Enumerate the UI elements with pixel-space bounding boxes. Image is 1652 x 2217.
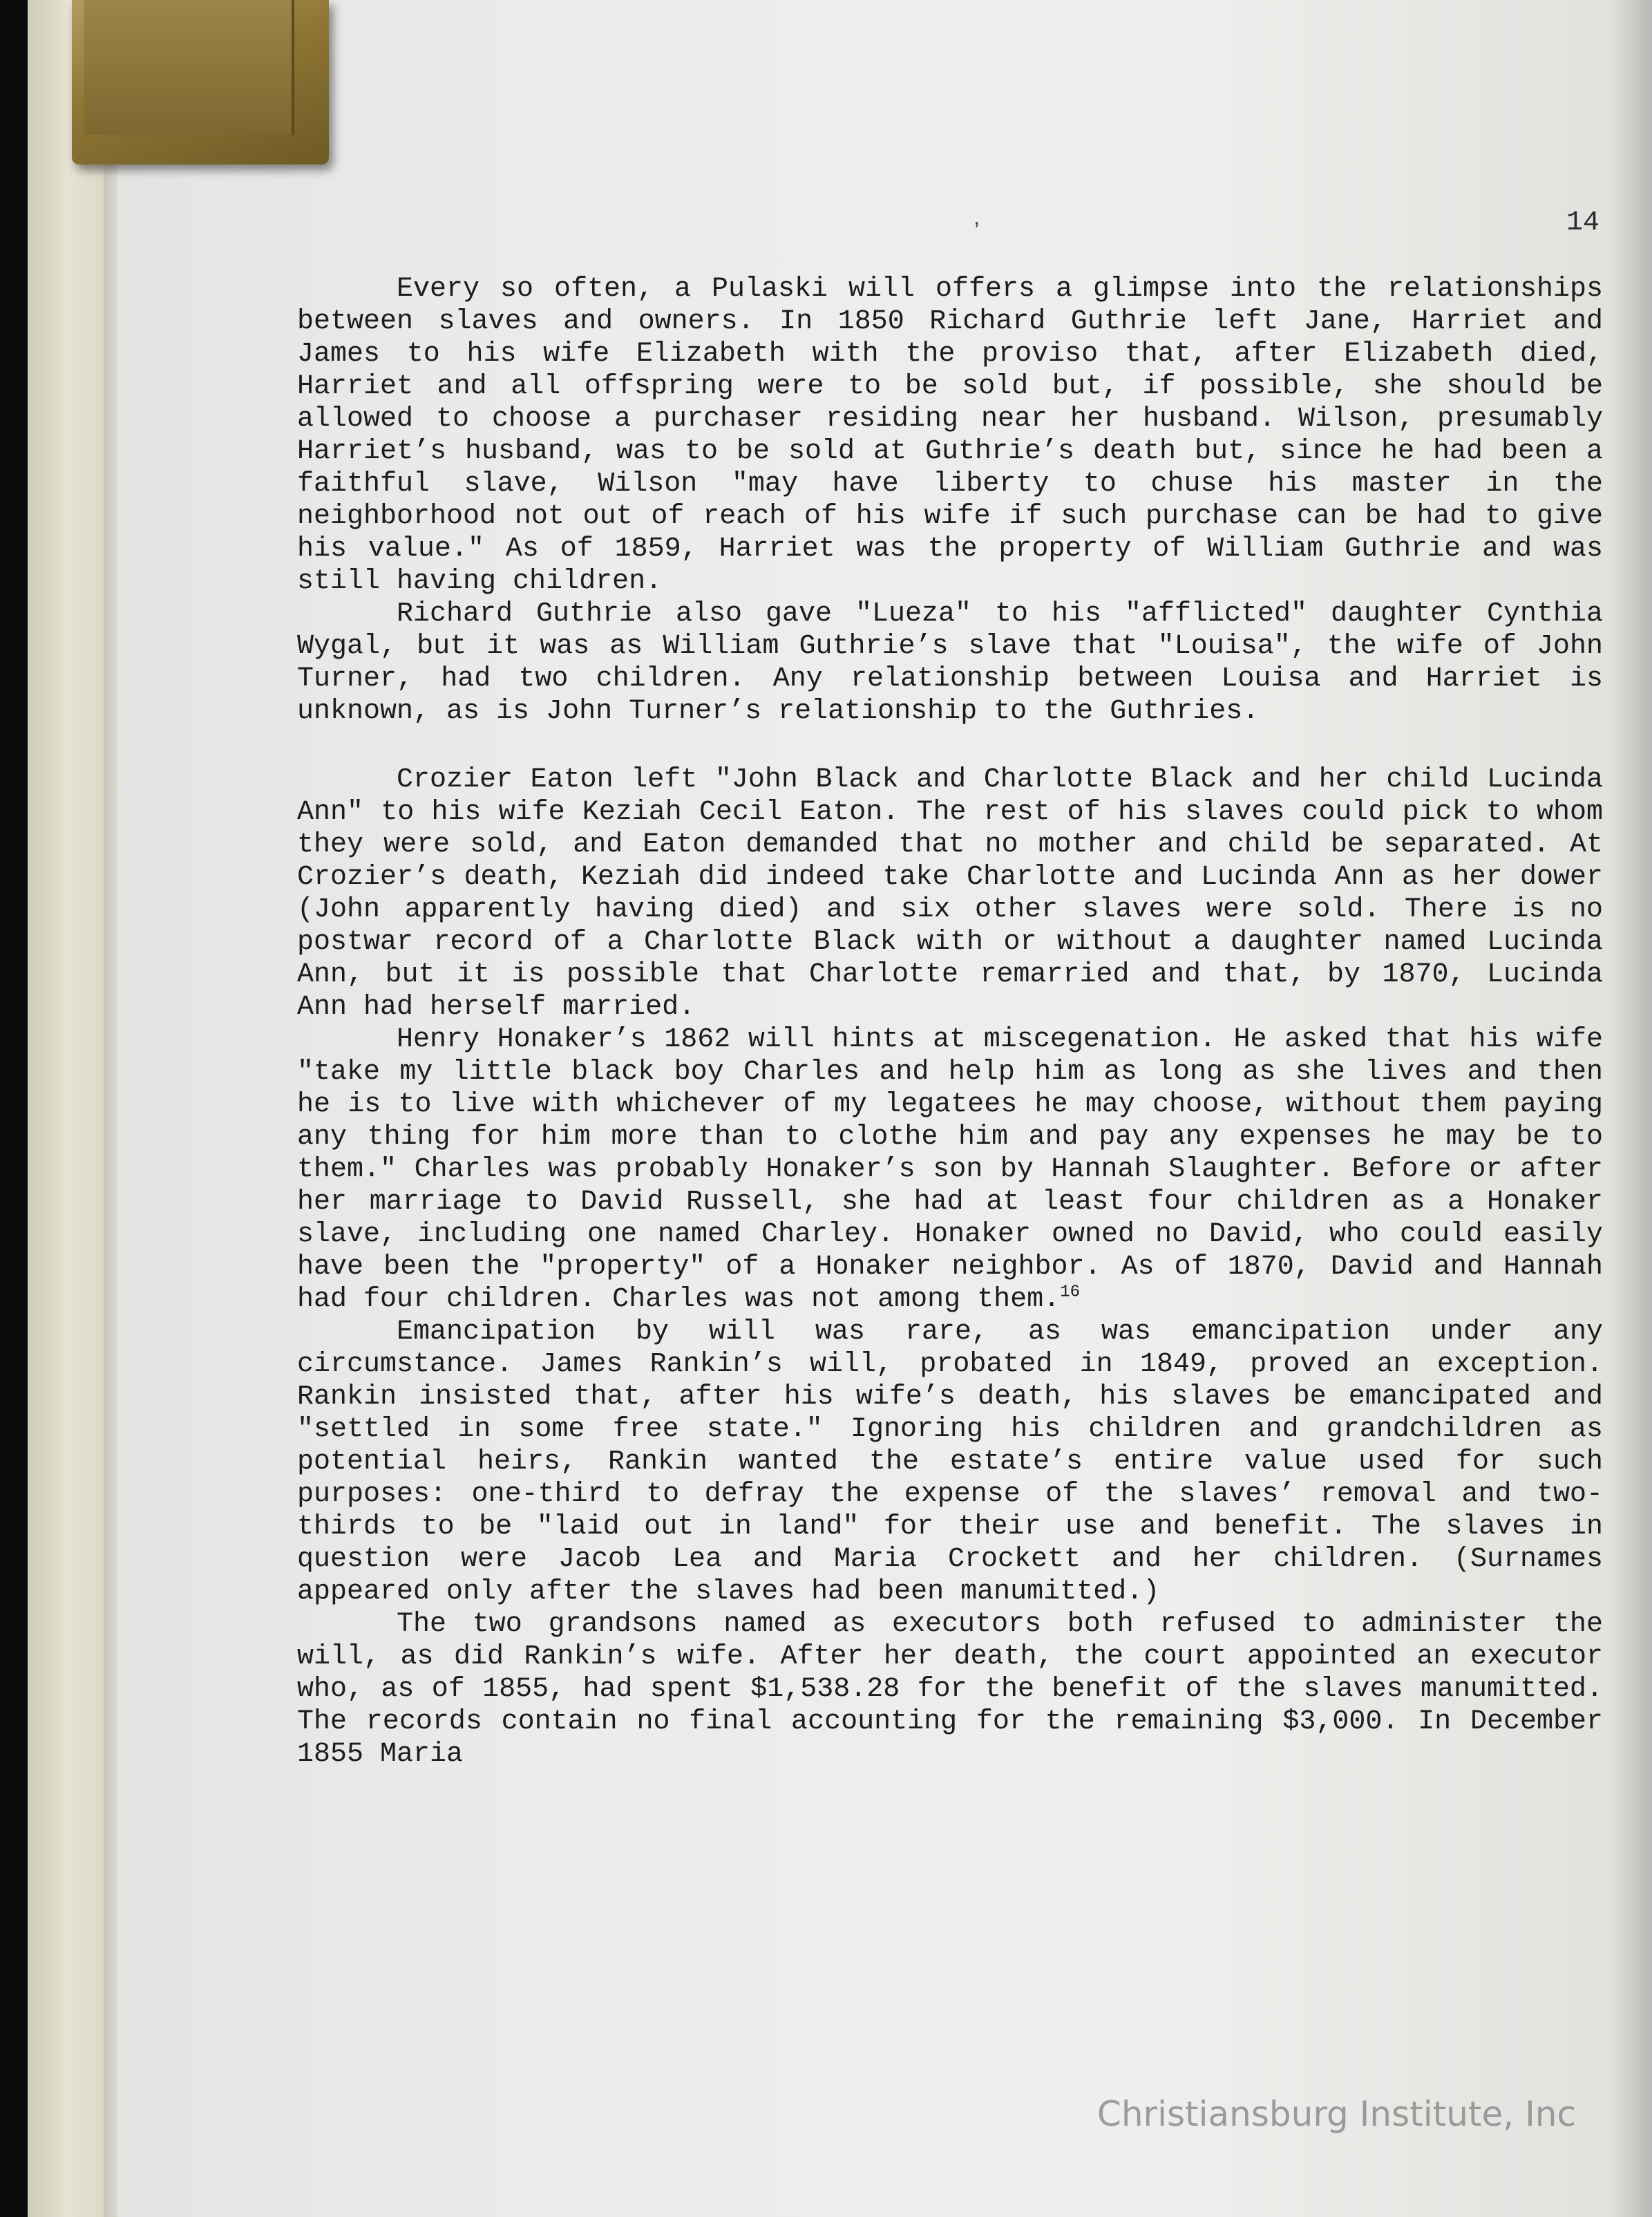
- paragraph: Richard Guthrie also gave "Lueza" to his "afflicted" daughter Cynthia Wygal, but it was as William Guthrie’s slave that "Louisa", the wife of John Turner, had two children. Any relationship between Louisa and Harriet is unknown, as is John Turner’s relationship to the Guthries.: [297, 598, 1603, 727]
- paragraph: The two grandsons named as executors both refused to administer the will, as did Rankin’s wife. After her death, the court appointed an executor who, as of 1855, had spent $1,538.28 for the benefit of the slaves manumitted. The records contain no final accounting for the remaining $3,000. In December 1855 Maria: [297, 1609, 1603, 1770]
- paragraph: Crozier Eaton left "John Black and Charlotte Black and her child Lucinda Ann" to his wife Keziah Cecil Eaton. The rest of his slaves could pick to whom they were sold, and Eaton demanded that no mother and child be separated. At Crozier’s death, Keziah did indeed take Charlotte and Lucinda Ann as her dower (John apparently having died) and six other slaves were sold. There is no postwar record of a Charlotte Black with or without a daughter named Lucinda Ann, but it is possible that Charlotte remarried and that, by 1870, Lucinda Ann had herself married.: [297, 764, 1603, 1023]
- paragraph: Every so often, a Pulaski will offers a glimpse into the relationships between slaves and owners. In 1850 Richard Guthrie left Jane, Harriet and James to his wife Elizabeth with the proviso that, after Elizabeth died, Harriet and all offspring were to be sold but, if possible, she should be allowed to choose a purchaser residing near her husband. Wilson, presumably Harriet’s husband, was to be sold at Guthrie’s death but, since he had been a faithful slave, Wilson "may have liberty to chuse his master in the neighborhood not out of reach of his wife if such purchase can be had to give his value." As of 1859, Harriet was the property of William Guthrie and was still having children.: [297, 274, 1603, 597]
- paragraph-with-footnote: [297, 1023, 1603, 1316]
- page-curl-shadow: [1611, 0, 1652, 2217]
- paragraph-text: Henry Honaker’s 1862 will hints at miscegenation. He asked that his wife "take my little black boy Charles and help him as long as she lives and then he is to live with whichever of my legatees he may choose, without them paying any thing for him more than to clothe him and pay any expenses he may be to them." Charles was probably Honaker’s son by Hannah Slaughter. Before or after her marriage to David Russell, she had at least four children as a Honaker slave, including one named Charley. Honaker owned no David, who could easily have been the "property" of a Honaker neighbor. As of 1870, David and Hannah had four children. Charles was not among them.: [297, 1024, 1603, 1315]
- binder-clip: [72, 0, 329, 164]
- binder-clip-face: [84, 0, 294, 135]
- watermark: Christiansburg Institute, Inc: [1096, 2094, 1576, 2134]
- body-text: [297, 273, 1603, 1771]
- paragraph: Emancipation by will was rare, as was emancipation under any circumstance. James Rankin’s will, probated in 1849, proved an exception. Rankin insisted that, after his wife’s death, his slaves be emancipated and "settled in some free state." Ignoring his children and grandchildren as potential heirs, Rankin wanted the estate’s entire value used for such purposes: one-third to defray the expense of the slaves’ removal and two-thirds to be "laid out in land" for their use and benefit. The slaves in question were Jacob Lea and Maria Crockett and her children. (Surnames appeared only after the slaves had been manumitted.): [297, 1317, 1603, 1607]
- footnote-marker: 16: [1060, 1283, 1080, 1302]
- page-number: 14: [1566, 207, 1599, 238]
- stray-mark: ʼ: [970, 220, 984, 245]
